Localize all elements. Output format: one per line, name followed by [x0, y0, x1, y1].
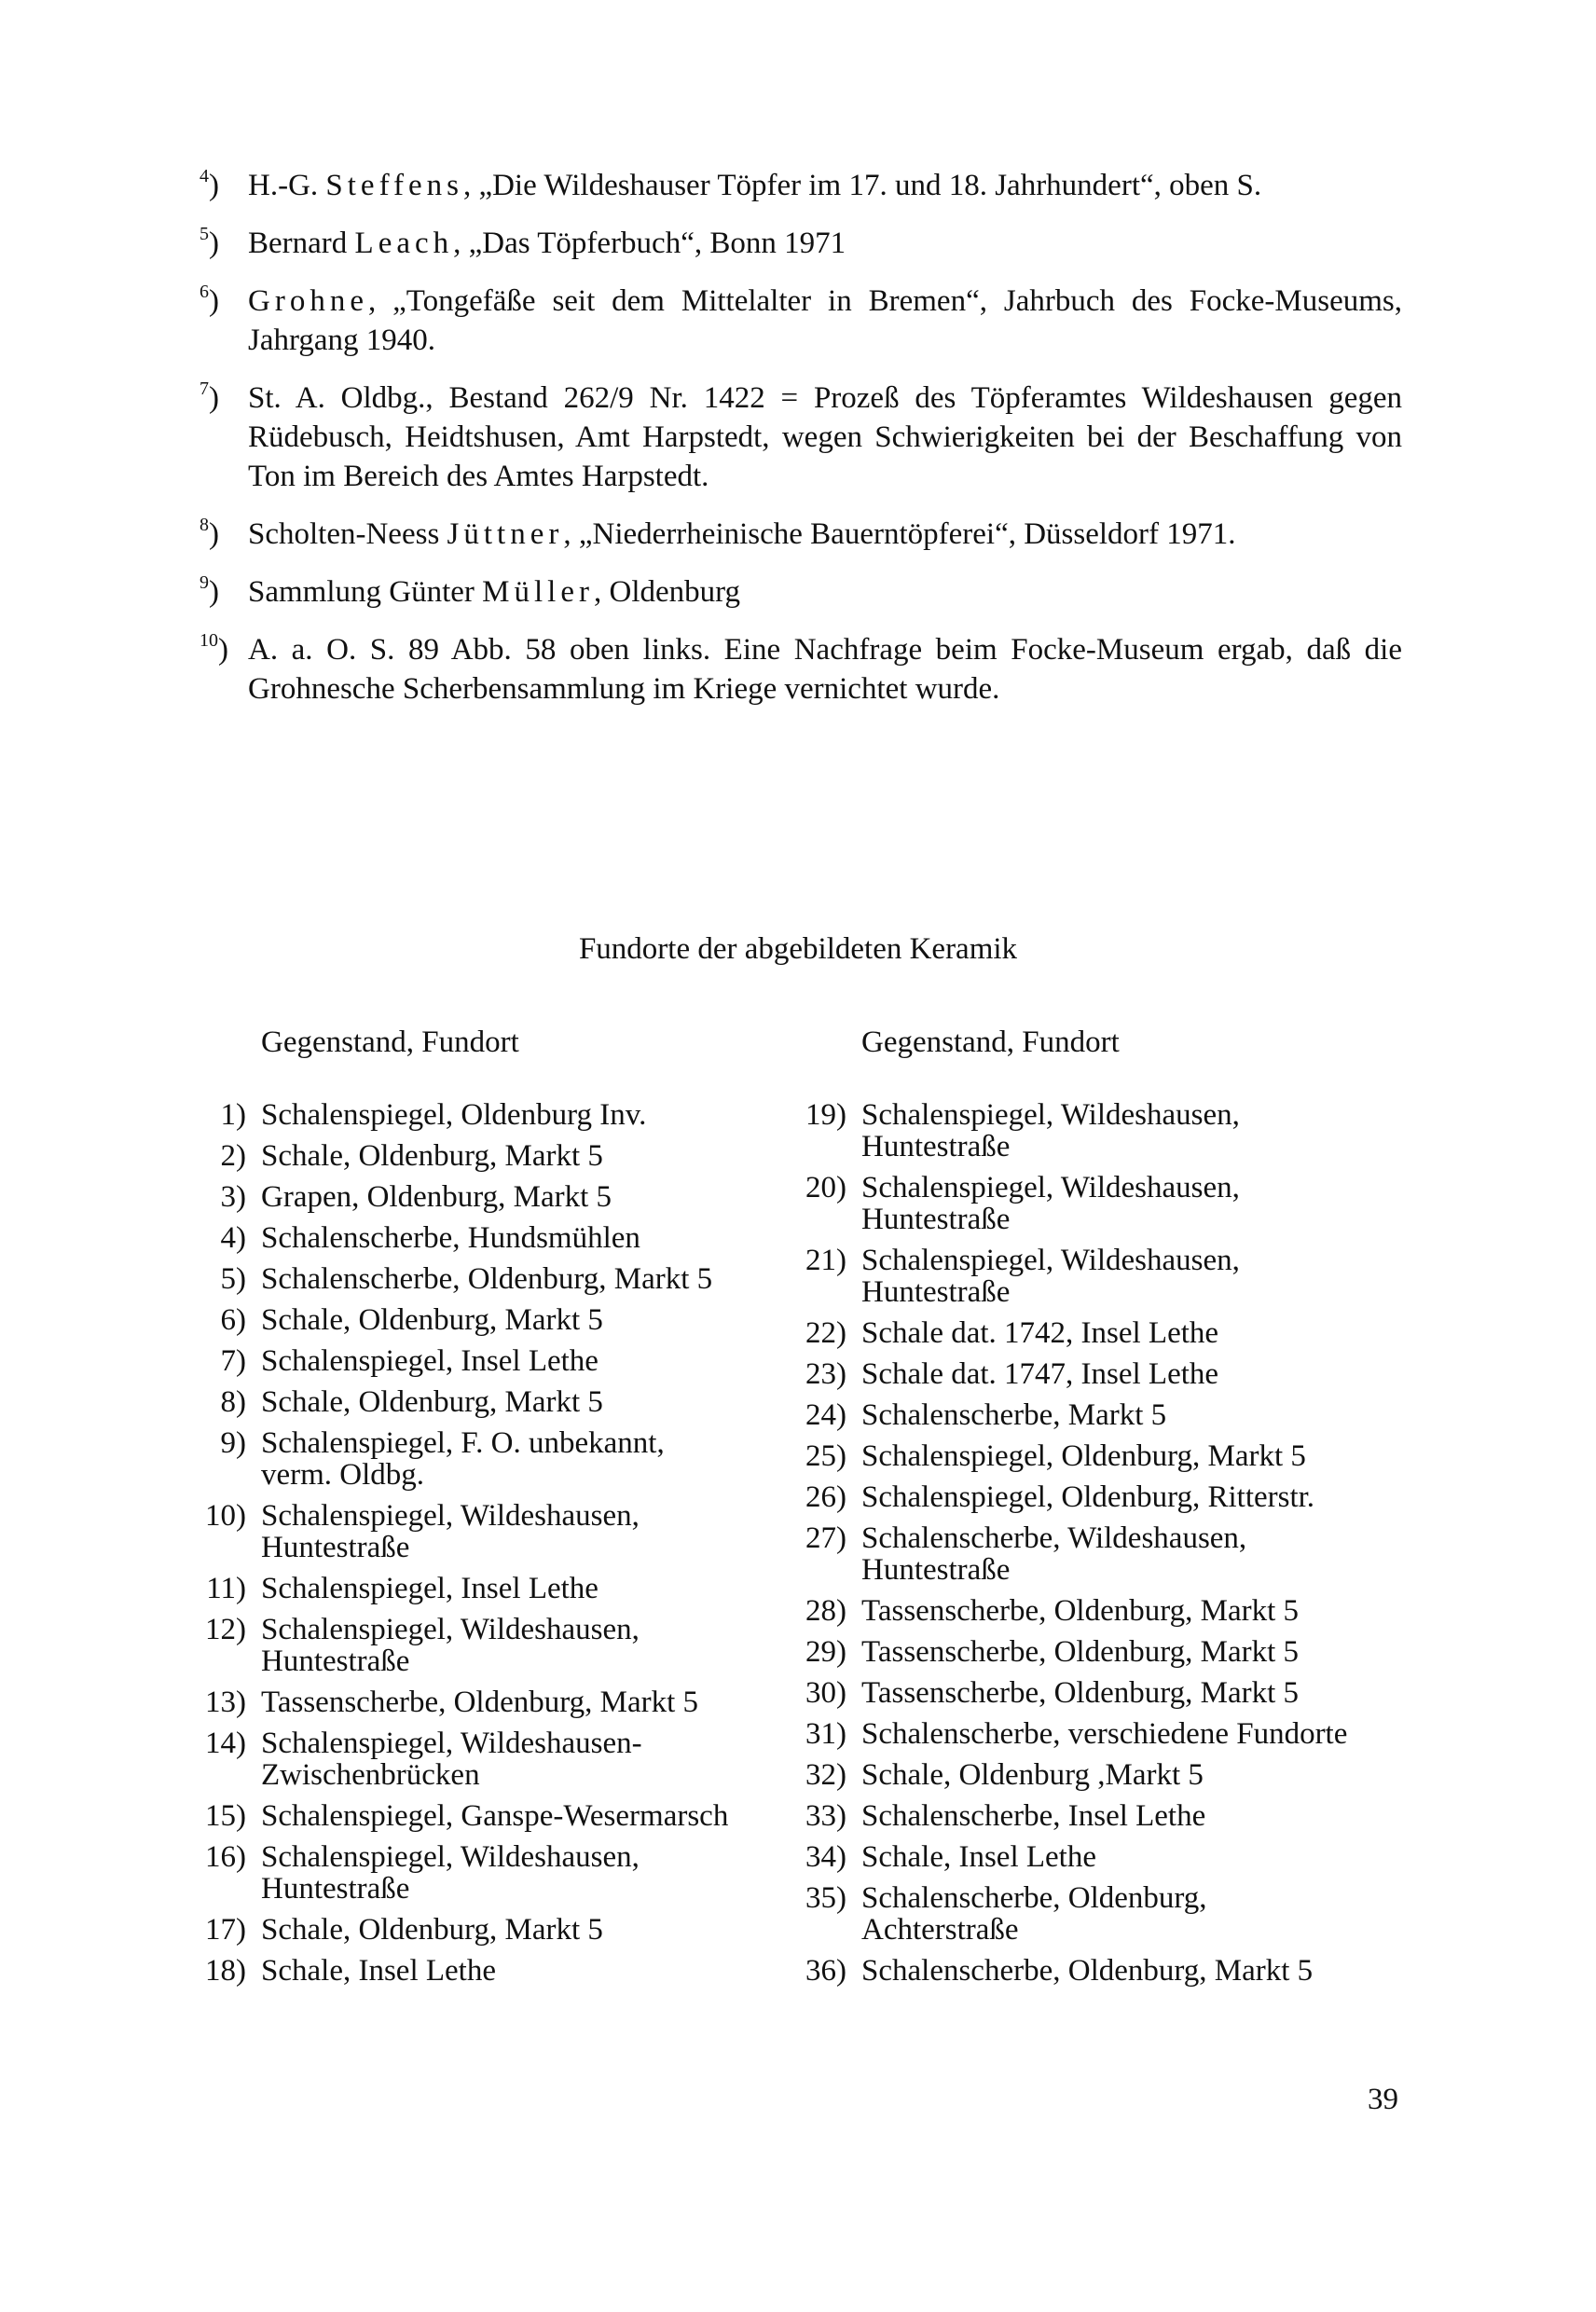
item-number: 21): [805, 1244, 846, 1277]
list-item: [776, 1838, 1410, 1876]
footnote-text: [248, 169, 1261, 202]
item-text-continued: Huntestraße: [261, 1531, 410, 1564]
author-name: Steffens: [325, 169, 463, 202]
item-number: 27): [805, 1521, 846, 1555]
right-column-header: Gegenstand, Fundort: [861, 1025, 1120, 1059]
list-item: [186, 1301, 783, 1339]
item-text: Schale dat. 1747, Insel Lethe: [861, 1357, 1219, 1391]
item-number: 33): [805, 1799, 846, 1833]
item-number: 35): [805, 1881, 846, 1915]
item-number: 2): [220, 1139, 246, 1173]
list-item: [186, 1383, 783, 1421]
footnote-text: [248, 227, 846, 260]
item-text-continued: verm. Oldbg.: [261, 1458, 425, 1492]
list-item: [186, 1137, 783, 1175]
item-number: 20): [805, 1171, 846, 1204]
list-item: [186, 1725, 783, 1794]
list-item: [186, 1611, 783, 1680]
item-text: Schalenscherbe, Hundsmühlen: [261, 1221, 640, 1255]
footnote-text: [248, 575, 740, 609]
list-item: [776, 1633, 1410, 1671]
footnote-marker: $^9$): [200, 572, 219, 609]
right-item-list: [776, 1096, 1410, 1989]
item-number: 22): [805, 1316, 846, 1350]
item-number: 26): [805, 1480, 846, 1514]
item-text: Schalenspiegel, Wildeshausen,: [861, 1098, 1240, 1132]
list-item: [186, 1178, 783, 1216]
list-item: [776, 1479, 1410, 1516]
footnote: [200, 224, 1402, 263]
item-text-continued: Huntestraße: [261, 1872, 410, 1906]
list-item: [186, 1838, 783, 1907]
item-number: 15): [205, 1799, 246, 1833]
footnote: [200, 515, 1402, 554]
item-text: Schalenspiegel, Wildeshausen,: [861, 1171, 1240, 1204]
footnote-marker: $^5$): [200, 224, 219, 260]
item-text: Tassenscherbe, Oldenburg, Markt 5: [861, 1594, 1300, 1628]
footnote-number: 4: [200, 166, 209, 186]
item-text: Schalenscherbe, Wildeshausen,: [861, 1521, 1247, 1555]
footnote-text-part: Scholten-Neess: [248, 517, 447, 551]
item-text: Schalenspiegel, Wildeshausen,: [261, 1613, 640, 1646]
item-number: 30): [805, 1676, 846, 1710]
footnote-text-part: St. A. Oldbg., Bestand 262/9 Nr. 1422 = Prozeß des Töpferamtes Wildeshausen gegen Rüdebusch, Heidtshusen, Amt Harpstedt, wegen Schwierigkeiten bei der Beschaffung von Ton im Bereich des Amtes Harpstedt.: [248, 381, 1402, 493]
item-number: 4): [220, 1221, 246, 1255]
find-list-left-column: [186, 1024, 783, 1993]
item-text: Schalenscherbe, Markt 5: [861, 1398, 1167, 1432]
item-number: 12): [205, 1613, 246, 1646]
footnote-number: 9: [200, 572, 209, 593]
footnote-text-part: , „Das Töpferbuch“, Bonn 1971: [453, 227, 846, 260]
list-item: [776, 1356, 1410, 1393]
author-name: Müller: [482, 575, 594, 609]
item-text-continued: Huntestraße: [861, 1130, 1011, 1163]
author-name: Leach: [354, 227, 454, 260]
list-item: [776, 1715, 1410, 1753]
footnote-number: 8: [200, 515, 209, 535]
item-text: Grapen, Oldenburg, Markt 5: [261, 1180, 612, 1214]
item-number: 32): [805, 1758, 846, 1792]
item-number: 36): [805, 1954, 846, 1988]
item-text: Schalenspiegel, Oldenburg, Ritterstr.: [861, 1480, 1315, 1514]
footnote-text: [248, 517, 1236, 551]
footnote: [200, 572, 1402, 612]
list-item: [776, 1952, 1410, 1989]
item-text: Tassenscherbe, Oldenburg, Markt 5: [861, 1635, 1300, 1669]
footnote-number: 5: [200, 224, 209, 244]
list-item: [186, 1797, 783, 1835]
item-text-continued: Huntestraße: [861, 1203, 1011, 1236]
item-text-continued: Achterstraße: [861, 1913, 1019, 1947]
item-number: 10): [205, 1499, 246, 1533]
footnote-number: 7: [200, 378, 209, 399]
list-item: [186, 1219, 783, 1257]
author-name: Grohne: [248, 284, 368, 318]
item-text: Schalenspiegel, Oldenburg Inv.: [261, 1098, 647, 1132]
footnote-text-part: , Oldenburg: [593, 575, 741, 609]
find-list-right-column: [776, 1024, 1410, 1993]
item-text: Schale, Insel Lethe: [261, 1954, 496, 1988]
item-text: Schalenspiegel, F. O. unbekannt,: [261, 1426, 665, 1460]
item-text: Schalenspiegel, Wildeshausen-: [261, 1727, 642, 1760]
item-text: Schale, Oldenburg, Markt 5: [261, 1139, 603, 1173]
item-text: Schalenspiegel, Wildeshausen,: [261, 1499, 640, 1533]
footnote-text: [248, 633, 1402, 706]
item-text: Schalenscherbe, Oldenburg, Markt 5: [261, 1262, 713, 1296]
item-number: 3): [220, 1180, 246, 1214]
item-text: Tassenscherbe, Oldenburg, Markt 5: [861, 1676, 1300, 1710]
footnote-text-part: , „Die Wildeshauser Töpfer im 17. und 18. Jahrhundert“, oben S.: [462, 169, 1262, 202]
list-item: [776, 1438, 1410, 1475]
item-text: Schalenscherbe, Oldenburg, Markt 5: [861, 1954, 1314, 1988]
item-text: Schale, Insel Lethe: [861, 1840, 1096, 1874]
list-item: [186, 1911, 783, 1948]
item-text: Schalenscherbe, Oldenburg,: [861, 1881, 1207, 1915]
footnote-marker: $^6$): [200, 282, 219, 318]
list-item: [776, 1797, 1410, 1835]
list-item: [186, 1260, 783, 1298]
list-item: [776, 1674, 1410, 1712]
list-item: [186, 1342, 783, 1380]
item-text: Schalenspiegel, Ganspe-Wesermarsch: [261, 1799, 729, 1833]
footnote-text-part: , „Niederrheinische Bauerntöpferei“, Düsseldorf 1971.: [563, 517, 1236, 551]
item-text: Schalenspiegel, Insel Lethe: [261, 1344, 598, 1378]
list-item: [776, 1756, 1410, 1794]
item-number: 19): [805, 1098, 846, 1132]
item-number: 34): [805, 1840, 846, 1874]
item-text: Tassenscherbe, Oldenburg, Markt 5: [261, 1686, 699, 1719]
table-title: Fundorte der abgebildeten Keramik: [578, 932, 1018, 966]
footnote: [200, 630, 1402, 709]
item-text: Schale dat. 1742, Insel Lethe: [861, 1316, 1219, 1350]
item-text-continued: Zwischenbrücken: [261, 1758, 480, 1792]
item-text: Schale, Oldenburg, Markt 5: [261, 1913, 603, 1947]
footnote-text-part: H.-G.: [248, 169, 326, 202]
item-text: Schalenspiegel, Oldenburg, Markt 5: [861, 1439, 1306, 1473]
item-number: 9): [220, 1426, 246, 1460]
list-item: [776, 1879, 1410, 1948]
item-number: 28): [805, 1594, 846, 1628]
list-item: [186, 1096, 783, 1134]
item-text: Schale, Oldenburg ,Markt 5: [861, 1758, 1204, 1792]
item-number: 11): [206, 1572, 246, 1605]
footnotes-section: [200, 166, 1402, 727]
item-text-continued: Huntestraße: [261, 1645, 410, 1678]
item-text: Schale, Oldenburg, Markt 5: [261, 1303, 603, 1337]
list-item: [776, 1592, 1410, 1630]
list-item: [776, 1169, 1410, 1238]
footnote-text-part: A. a. O. S. 89 Abb. 58 oben links. Eine Nachfrage beim Focke-Museum ergab, daß die Grohnesche Scherbensammlung im Kriege vernichtet wurde.: [248, 633, 1402, 706]
item-text: Schalenspiegel, Insel Lethe: [261, 1572, 598, 1605]
footnote: [200, 378, 1402, 496]
list-item: [186, 1952, 783, 1989]
footnote-text: [248, 381, 1402, 493]
list-item: [776, 1096, 1410, 1165]
item-number: 24): [805, 1398, 846, 1432]
list-item: [186, 1497, 783, 1566]
item-text-continued: Huntestraße: [861, 1553, 1011, 1587]
item-number: 29): [805, 1635, 846, 1669]
item-text: Schalenspiegel, Wildeshausen,: [861, 1244, 1240, 1277]
author-name: Jüttner: [447, 517, 564, 551]
page-number: 39: [1368, 2083, 1398, 2116]
item-number: 7): [220, 1344, 246, 1378]
list-item: [186, 1684, 783, 1721]
item-number: 13): [205, 1686, 246, 1719]
item-number: 8): [220, 1385, 246, 1419]
item-text: Schalenscherbe, verschiedene Fundorte: [861, 1717, 1348, 1751]
footnote-marker: $^8$): [200, 515, 219, 551]
list-item: [186, 1570, 783, 1607]
item-number: 25): [805, 1439, 846, 1473]
list-item: [776, 1520, 1410, 1589]
footnote-marker: $^4$): [200, 166, 219, 202]
item-text: Schale, Oldenburg, Markt 5: [261, 1385, 603, 1419]
item-number: 5): [220, 1262, 246, 1296]
item-number: 6): [220, 1303, 246, 1337]
item-number: 23): [805, 1357, 846, 1391]
footnote-marker: $^{10}$): [200, 630, 228, 667]
footnote-text-part: , „Tongefäße seit dem Mittelalter in Bremen“, Jahrbuch des Focke-Museums, Jahrgang 1940.: [248, 284, 1402, 357]
footnote-text: [248, 284, 1402, 357]
footnote-text-part: Bernard: [248, 227, 355, 260]
item-number: 1): [220, 1098, 246, 1132]
item-text: Schalenscherbe, Insel Lethe: [861, 1799, 1206, 1833]
left-column-header: Gegenstand, Fundort: [261, 1025, 519, 1059]
footnote-marker: $^7$): [200, 378, 219, 415]
footnote: [200, 282, 1402, 360]
item-number: 18): [205, 1954, 246, 1988]
item-text-continued: Huntestraße: [861, 1275, 1011, 1309]
list-item: [776, 1397, 1410, 1434]
item-number: 14): [205, 1727, 246, 1760]
footnote-number: 10: [200, 630, 218, 651]
list-item: [776, 1314, 1410, 1352]
item-number: 16): [205, 1840, 246, 1874]
item-number: 17): [205, 1913, 246, 1947]
item-text: Schalenspiegel, Wildeshausen,: [261, 1840, 640, 1874]
footnote-number: 6: [200, 282, 209, 302]
item-number: 31): [805, 1717, 846, 1751]
footnote-text-part: Sammlung Günter: [248, 575, 483, 609]
list-item: [186, 1424, 783, 1493]
footnote: [200, 166, 1402, 205]
list-item: [776, 1242, 1410, 1311]
left-item-list: [186, 1096, 783, 1989]
